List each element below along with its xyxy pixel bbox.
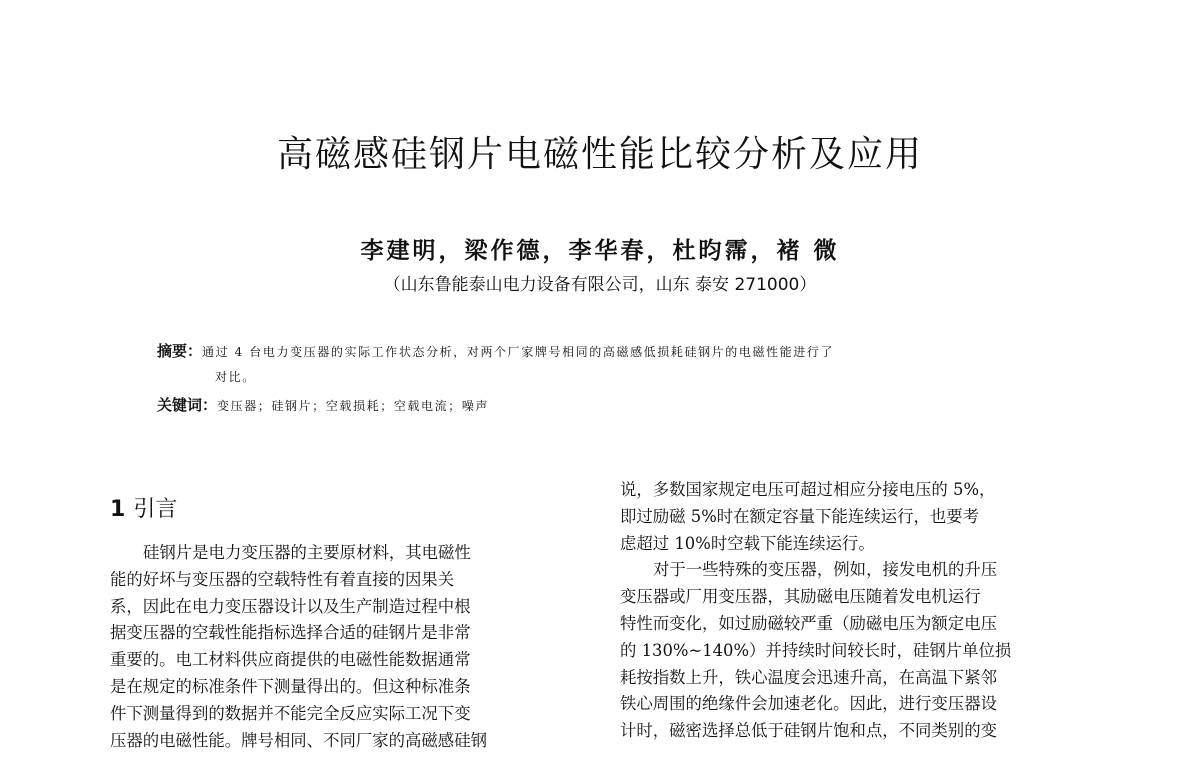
abstract-block	[157, 339, 1057, 419]
body-line: 据变压器的空载性能指标选择合适的硅钢片是非常	[110, 623, 471, 643]
body-line: 的 130%~140%）并持续时间较长时，硅钢片单位损	[620, 640, 1012, 660]
section-number: 1	[110, 497, 126, 522]
paper-title: 高磁感硅钢片电磁性能比较分析及应用	[276, 134, 923, 175]
body-line: 是在规定的标准条件下测量得出的。但这种标准条	[110, 676, 471, 696]
body-line: 铁心周围的绝缘件会加速老化。因此，进行变压器设	[620, 694, 997, 714]
body-line: 即过励磁 5%时在额定容量下能连续运行，也要考	[620, 506, 980, 526]
author-affiliation: （山东鲁能泰山电力设备有限公司，山东 泰安 271000）	[383, 275, 817, 295]
abstract-text: 通过 4 台电力变压器的实际工作状态分析，对两个厂家牌号相同的高磁感低损耗硅钢片的电磁性能进行了	[202, 345, 835, 359]
body-line: 变压器或厂用变压器，其励磁电压随着发电机运行	[620, 587, 981, 607]
author-list: 李建明，梁作德，李华春，杜昀霈，褚 微	[360, 237, 840, 264]
body-line: 对于一些特殊的变压器，例如，接发电机的升压	[653, 560, 998, 580]
left-column	[110, 540, 590, 754]
body-line: 能的好坏与变压器的空载特性有着直接的因果关	[110, 569, 455, 589]
keywords-line	[157, 393, 1057, 419]
right-column	[620, 477, 1090, 745]
body-line: 硅钢片是电力变压器的主要原材料，其电磁性	[143, 543, 471, 562]
body-line: 说，多数国家规定电压可超过相应分接电压的 5%，	[620, 480, 996, 499]
section-title: 引言	[133, 497, 178, 522]
body-line: 虑超过 10%时空载下能连续运行。	[620, 533, 875, 553]
abstract-label: 摘要：	[157, 342, 203, 360]
body-line: 计时，磁密选择总低于硅钢片饱和点，不同类别的变	[620, 721, 997, 741]
body-line: 耗按指数上升，铁心温度会迅速升高，在高温下紧邻	[620, 667, 997, 687]
body-line: 特性而变化，如过励磁较严重（励磁电压为额定电压	[620, 613, 997, 633]
body-line: 件下测量得到的数据并不能完全反应实际工况下变	[110, 703, 471, 723]
body-line: 压器的电磁性能。牌号相同、不同厂家的高磁感硅钢	[110, 730, 487, 750]
body-line: 重要的。电工材料供应商提供的电磁性能数据通常	[110, 650, 471, 670]
abstract-line-2: 对比。	[215, 370, 256, 384]
abstract-line-1	[157, 339, 1057, 365]
keywords-label: 关键词：	[157, 396, 218, 414]
body-line: 系，因此在电力变压器设计以及生产制造过程中根	[110, 596, 471, 616]
section-heading	[110, 492, 177, 523]
keywords-text: 变压器；硅钢片；空载损耗；空载电流；噪声	[217, 399, 490, 413]
